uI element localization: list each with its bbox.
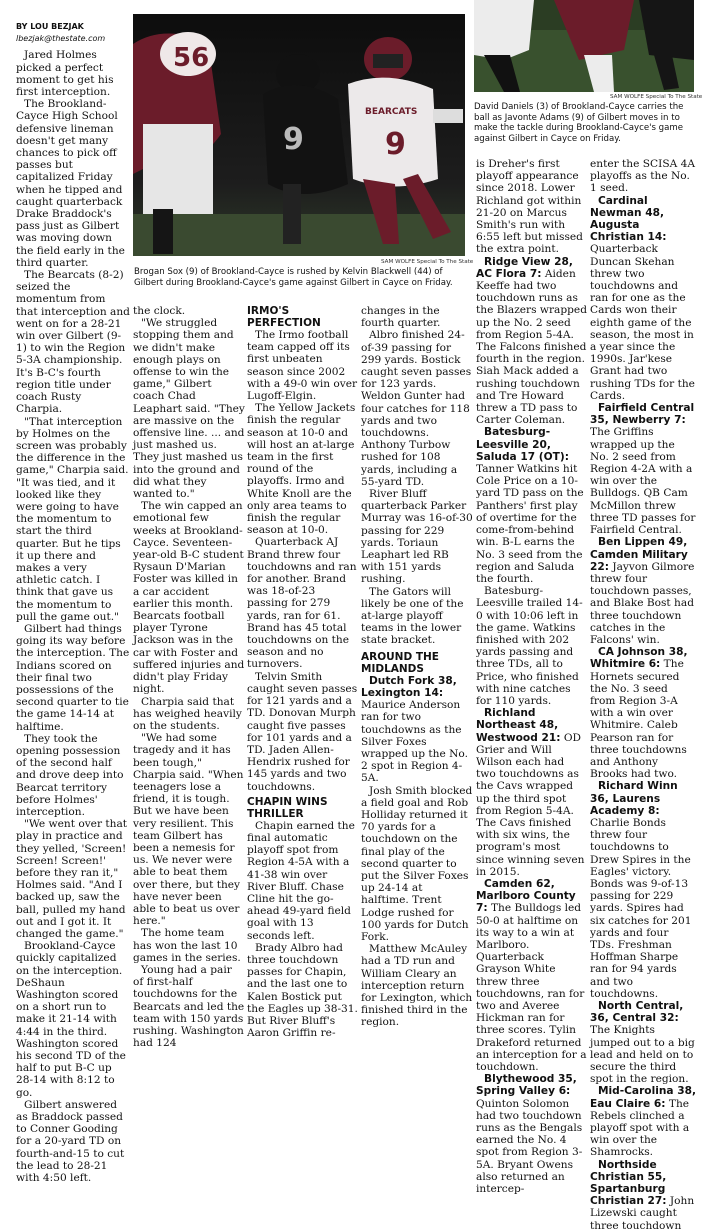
paragraph bbox=[476, 878, 587, 1073]
paragraph: Brookland-Cayce quickly capitalized on the interception. DeShaun Washington scored on a short run to make it 21-14 with 4:44 in the third. Washington scored his second TD of the half to put B-C up 28-14 with 8:12 to go. bbox=[16, 940, 126, 1099]
shirt-text: BEARCATS bbox=[365, 107, 418, 117]
photo-run-caption: David Daniels (3) of Brookland-Cayce carries the ball as Javonte Adams (9) of Gilbert moves in to make the tackle during Brookland-Cayce's game against Gilbert in Cayce on Friday. bbox=[474, 102, 684, 144]
paragraph: Young had a pair of first-half touchdowns for the Bearcats and led the team with 150 yards rushing. Washington had 124 bbox=[133, 963, 245, 1050]
paragraph-text: Quarterback Duncan Skehan threw two touchdowns and ran for one as the Cards won their eighth game of the season, the most in a year since the 1990s. Jar'kese Grant had two rushing TDs for the Cards. bbox=[590, 243, 695, 402]
paragraph: Telvin Smith caught seven passes for 121 yards and a TD. Donovan Murph caught five passes for 101 yards and a TD. Jaden Allen-Hendrix rushed for 145 yards and two touchdowns. bbox=[247, 670, 358, 793]
paragraph-text: The Hornets secured the No. 3 seed from Region 3-A with a win over Whitmire. Caleb Pearson ran for three touchdowns and Anthony Brooks had two. bbox=[590, 658, 687, 781]
game-result-lead: North Central, 36, Central 32: bbox=[590, 1000, 684, 1025]
jersey-number-b: 9 bbox=[283, 122, 304, 157]
paragraph bbox=[590, 536, 696, 646]
paragraph-text: enter the SCISA 4A playoffs as the No. 1 seed. bbox=[590, 158, 695, 195]
column-3-body-a bbox=[247, 329, 359, 793]
game-result-lead: Batesburg-Leesville 20, Saluda 17 (OT): bbox=[476, 426, 569, 463]
paragraph-text: Quinton Solomon had two touchdown runs as the Bengals earned the No. 4 spot from Region 3-5A. Bryant Owens also returned an intercep- bbox=[476, 1097, 583, 1196]
paragraph: Charpia said that has weighed heavily on the students. bbox=[133, 695, 242, 732]
column-2 bbox=[133, 305, 245, 1050]
column-4-body-b bbox=[361, 675, 473, 1029]
photo-run-credit: SAM WOLFE Special To The State bbox=[610, 94, 702, 100]
paragraph bbox=[590, 402, 696, 536]
paragraph: The Bearcats (8-2) seized the momentum from that interception and went on for a 28-21 win over Gilbert (9-1) to win the Region 5-3A championship. It's B-C's fourth region title under coach Rusty Charpia. bbox=[16, 269, 130, 416]
paragraph bbox=[476, 707, 587, 878]
column-6 bbox=[590, 158, 696, 1232]
paragraph bbox=[476, 158, 587, 256]
paragraph-text: The Rebels clinched a playoff spot with a win over the Shamrocks. bbox=[590, 1097, 690, 1159]
paragraph: They took the opening possession of the second half and drove deep into Bearcat territory before Holmes' interception. bbox=[16, 732, 124, 818]
paragraph-text: The Knights jumped out to a big lead and held on to secure the third spot in the region. bbox=[590, 1024, 695, 1086]
game-result-lead: Fairfield Central 35, Newberry 7: bbox=[590, 402, 695, 427]
paragraph: Gilbert had things going its way before the interception. The Indians scored on their final two possessions of the second quarter to tie the game 14-14 at halftime. bbox=[16, 622, 130, 733]
column-6-body bbox=[590, 158, 696, 1232]
column-4-body-a bbox=[361, 305, 473, 647]
paragraph bbox=[476, 256, 587, 427]
jersey-number-a: 56 bbox=[173, 43, 210, 73]
paragraph-text: Aiden Keeffe had two touchdown runs as the Blazers wrapped up the No. 2 seed from Region 5-4A. The Falcons finished fourth in the region. Siah Mack added a rushing touchdown and Tre Howard threw a TD pass to Carter Coleman. bbox=[476, 267, 587, 427]
paragraph bbox=[590, 1085, 696, 1158]
paragraph-text: The Bulldogs led 50-0 at halftime on its way to a win at Marlboro. Quarterback Grayson White threw three touchdowns, ran for two and Averee Hickman ran for three scores. Tylin Drakeford returned an interception for a touchdown. bbox=[476, 902, 587, 1074]
paragraph: The Gators will likely be one of the at-large playoff teams in the lower state bracket. bbox=[361, 585, 464, 647]
game-result-lead: Camden 62, Marlboro County 7: bbox=[476, 877, 576, 915]
paragraph-text: Jayvon Gilmore threw four touchdown passes, and Blake Bost had three touchdown catches in the Falcons' win. bbox=[590, 560, 695, 646]
paragraph-text: Josh Smith blocked a field goal and Rob Holliday returned it 70 yards for a touchdown on the final play of the second quarter to put the Silver Foxes up 24-14 at halftime. Trent Lodge rushed for 100 yards for Dutch Fork. bbox=[361, 784, 473, 943]
author-email: lbezjak@thestate.com bbox=[16, 34, 106, 44]
paragraph: "We went over that play in practice and they yelled, 'Screen! Screen! Screen!' before they ran it," Holmes said. "And I backed up, saw the ball, pulled my hand out and I got it. It changed the game." bbox=[16, 818, 128, 941]
paragraph bbox=[590, 1159, 696, 1232]
byline: BY LOU BEZJAK bbox=[16, 22, 84, 31]
column-5-body bbox=[476, 158, 587, 1195]
paragraph: Brady Albro had three touchdown passes for Chapin, and the last one to Kalen Bostick put the Eagles up 38-31. But River Bluff's Aaron Griffin re- bbox=[247, 941, 358, 1040]
paragraph: The Yellow Jackets finish the regular season at 10-0 and will host an at-large team in the first round of the playoffs. Irmo and White Knoll are the only area teams to finish the regular season at 10-0. bbox=[247, 402, 356, 537]
photo-sack-image bbox=[133, 14, 465, 256]
paragraph: Chapin earned the final automatic playoff spot from Region 4-5A with a 41-38 win over River Bluff. Chase Cline hit the go-ahead 49-yard field goal with 13 seconds left. bbox=[247, 819, 355, 942]
jersey-number-c: 9 bbox=[385, 127, 406, 162]
paragraph bbox=[476, 1073, 587, 1195]
photo-run bbox=[474, 0, 694, 92]
paragraph: Gilbert answered as Braddock passed to Conner Gooding for a 20-yard TD on fourth-and-15 to cut the lead to 28-21 with 4:50 left. bbox=[16, 1098, 125, 1185]
paragraph bbox=[590, 780, 696, 1000]
game-result-lead: Ridge View 28, AC Flora 7: bbox=[476, 255, 573, 280]
paragraph: "That interception by Holmes on the screen was probably the difference in the game," Charpia said. "It was tied, and it looked like they were going to have the momentum to start the third quarter. But he tips it up there and makes a very athletic catch. I think that gave us the momentum to pull the game out." bbox=[16, 415, 129, 623]
paragraph bbox=[590, 1000, 696, 1085]
photo-sack bbox=[133, 14, 465, 256]
paragraph bbox=[476, 585, 587, 707]
paragraph bbox=[590, 195, 696, 402]
column-1 bbox=[16, 21, 130, 1185]
photo-sack-credit: SAM WOLFE Special To The State bbox=[381, 259, 474, 265]
paragraph: "We had some tragedy and it has been tough," Charpia said. "When teenagers lose a friend, it is tough. But we have been very resilient. This team Gilbert has been a nemesis for us. We never were able to beat them over there, but they have never been able to beat us over here." bbox=[133, 732, 244, 928]
photo-sack-caption: Brogan Sox (9) of Brookland-Cayce is rushed by Kelvin Blackwell (44) of Gilbert during Brookland-Cayce's game against Gilbert in Cayce on Friday. bbox=[134, 267, 453, 288]
paragraph: Quarterback AJ Brand threw four touchdowns and ran for another. Brand was 18-of-23 passing for 279 yards, ran for 61. Brand has 45 total touchdowns on the season and no turnovers. bbox=[247, 536, 357, 671]
paragraph bbox=[361, 675, 473, 785]
paragraph-text: Maurice Anderson ran for two touchdowns as the Silver Foxes wrapped up the No. 2 spot in Region 4-5A. bbox=[361, 699, 468, 785]
section-heading-midlands: AROUND THE MIDLANDS bbox=[361, 650, 439, 675]
paragraph bbox=[361, 785, 473, 944]
game-result-lead: Mid-Carolina 38, Eau Claire 6: bbox=[590, 1085, 696, 1110]
paragraph: River Bluff quarterback Parker Murray was 16-of-30 passing for 229 yards. Toriaun Leaphart led RB with 151 yards rushing. bbox=[361, 488, 473, 586]
paragraph: The Irmo football team capped off its first unbeaten season since 2002 with a 49-0 win over Lugoff-Elgin. bbox=[247, 329, 358, 403]
column-5 bbox=[476, 158, 587, 1196]
section-heading-irmo: IRMO'S PERFECTION bbox=[247, 305, 321, 329]
game-result-lead: Cardinal Newman 48, Augusta Christian 14: bbox=[590, 194, 667, 244]
paragraph: the clock. bbox=[133, 305, 186, 317]
paragraph: Jared Holmes picked a perfect moment to get his first interception. bbox=[16, 49, 114, 99]
paragraph: The home team has won the last 10 games in the series. bbox=[133, 927, 241, 964]
column-3 bbox=[247, 305, 359, 1040]
column-2-body bbox=[133, 305, 245, 1049]
column-3-body-b bbox=[247, 820, 359, 1040]
paragraph-text: Charlie Bonds threw four touchdowns to Drew Spires in the Eagles' victory. Bonds was 9-of-13 passing for 229 yards. Spires had six catches for 201 yards and four TDs. Freshman Hoffman Sharpe ran for 94 yards and two touchdowns. bbox=[590, 816, 692, 1000]
game-result-lead: CA Johnson 38, Whitmire 6: bbox=[590, 646, 688, 671]
game-result-lead: Richard Winn 36, Laurens Academy 8: bbox=[590, 780, 678, 817]
paragraph: changes in the fourth quarter. bbox=[361, 305, 441, 330]
paragraph-text: Batesburg-Leesville trailed 14-0 with 10:06 left in the game. Watkins finished with 202 yards passing and three TDs, all to Price, who finished with nine catches for 110 yards. bbox=[476, 585, 583, 707]
paragraph: The win capped an emotional few weeks at Brookland-Cayce. Seventeen-year-old B-C student Rysaun D'Marian Foster was killed in a car accident earlier this month. Bearcats football player Tyrone Jackson was in the car with Foster and suffered injuries and didn't play Friday night. bbox=[133, 500, 245, 696]
paragraph: Albro finished 24-of-39 passing for 299 yards. Bostick caught seven passes for 123 yards. Weldon Gunter had four catches for 118 yards and two touchdowns. Anthony Turbow rushed for 108 yards, including a 55-yard TD. bbox=[361, 329, 472, 488]
section-heading-chapin: CHAPIN WINS THRILLER bbox=[247, 795, 328, 820]
paragraph-text: John Lizewski caught three touchdown bbox=[590, 1195, 695, 1232]
paragraph: "We struggled stopping them and we didn't make enough plays on offense to win the game," Gilbert coach Chad Leaphart said. "They are massive on the offensive line. ... and just mashed us. They just mashed us into the ground and did what they wanted to." bbox=[133, 317, 245, 501]
game-result-lead: Northside Christian 55, Spartanburg Christian 27: bbox=[590, 1158, 667, 1208]
game-result-lead: Dutch Fork 38, Lexington 14: bbox=[361, 674, 457, 699]
game-result-lead: Blythewood 35, Spring Valley 6: bbox=[476, 1073, 577, 1098]
photo-run-image bbox=[474, 0, 694, 92]
game-result-lead: Richland Northeast 48, Westwood 21: bbox=[476, 707, 561, 744]
paragraph bbox=[590, 646, 696, 780]
column-4 bbox=[361, 305, 473, 1029]
paragraph-text: Matthew McAuley had a TD run and William Cleary an interception return for Lexington, which finished third in the region. bbox=[361, 943, 473, 1029]
paragraph: The Brookland-Cayce High School defensive lineman doesn't get many chances to pick off passes but capitalized Friday when he tipped and caught quarterback Drake Braddock's pass just as Gilbert was moving down the field early in the third quarter. bbox=[16, 98, 125, 269]
paragraph-text: Tanner Watkins hit Cole Price on a 10-yard TD pass on the Panthers' first play of overtime for the come-from-behind win. B-L earns the No. 3 seed from the region and Saluda the fourth. bbox=[476, 463, 584, 585]
paragraph bbox=[590, 158, 696, 195]
paragraph-text: The Griffins wrapped up the No. 2 seed from Region 4-2A with a win over the Bulldogs. QB Cam McMillon threw three TD passes for Fairfield Central. bbox=[590, 426, 696, 537]
game-result-lead: Ben Lippen 49, Camden Military 22: bbox=[590, 536, 688, 573]
paragraph-text: is Dreher's first playoff appearance since 2018. Lower Richland got within 21-20 on Marcus Smith's run with 6:55 left but missed the extra point. bbox=[476, 158, 583, 256]
paragraph bbox=[476, 426, 587, 585]
column-1-body bbox=[16, 49, 130, 1184]
paragraph bbox=[361, 943, 473, 1028]
paragraph-text: OD Grier and Will Wilson each had two touchdowns as the Cavs wrapped up the third spot from Region 5-4A. The Cavs finished with six wins, the program's most since winning seven in 2015. bbox=[476, 731, 585, 878]
